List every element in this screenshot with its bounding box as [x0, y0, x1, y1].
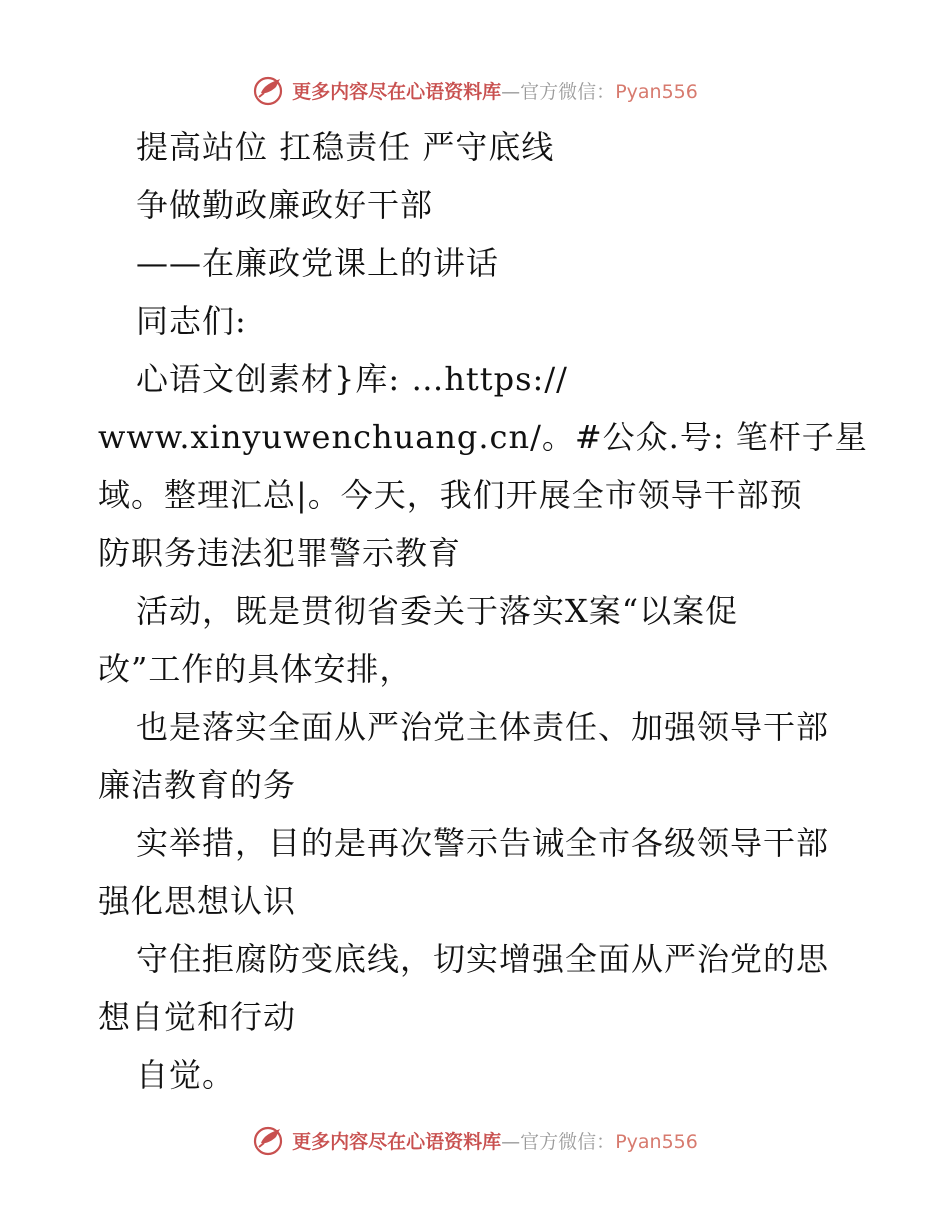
banner-brand: 更多内容尽在心语资料库 [292, 1130, 502, 1153]
document-line: www.xinyuwenchuang.cn/。#公众.号: 笔杆子星 [98, 418, 868, 456]
document-line: 廉洁教育的务 [98, 766, 297, 804]
banner-dash: — [501, 1130, 521, 1153]
banner-wechat-id: Pyan556 [615, 80, 698, 103]
banner-contact-label: 官方微信： [520, 80, 616, 103]
document-line: 改”工作的具体安排， [98, 650, 413, 688]
document-line: 守住拒腐防变底线，切实增强全面从严治党的思 [136, 940, 830, 978]
document-line: 想自觉和行动 [98, 998, 297, 1036]
document-line: 活动，既是贯彻省委关于落实X案“以案促 [136, 592, 739, 630]
banner-text [292, 77, 698, 104]
footer-banner [0, 1122, 950, 1158]
banner-wechat-id: Pyan556 [615, 1130, 698, 1153]
document-line: 心语文创素材}库: …https:// [136, 360, 568, 398]
document-line: 也是落实全面从严治党主体责任、加强领导干部 [136, 708, 830, 746]
document-line: 争做勤政廉政好干部 [136, 186, 434, 224]
document-body [98, 118, 868, 1104]
document-line: 域。整理汇总|。今天，我们开展全市领导干部预 [98, 476, 803, 514]
banner-text [292, 1127, 698, 1154]
banner-brand: 更多内容尽在心语资料库 [292, 80, 502, 103]
pen-circle-logo-icon [252, 73, 286, 107]
document-line: 实举措，目的是再次警示告诫全市各级领导干部 [136, 824, 830, 862]
header-banner [0, 72, 950, 108]
document-line: ——在廉政党课上的讲话 [136, 244, 500, 282]
banner-contact-label: 官方微信： [520, 1130, 616, 1153]
document-line: 同志们: [136, 302, 247, 340]
pen-circle-logo-icon [252, 1123, 286, 1157]
banner-dash: — [501, 80, 521, 103]
document-line: 提高站位 扛稳责任 严守底线 [136, 128, 555, 166]
document-line: 防职务违法犯罪警示教育 [98, 534, 462, 572]
document-line: 自觉。 [136, 1056, 236, 1094]
document-line: 强化思想认识 [98, 882, 297, 920]
